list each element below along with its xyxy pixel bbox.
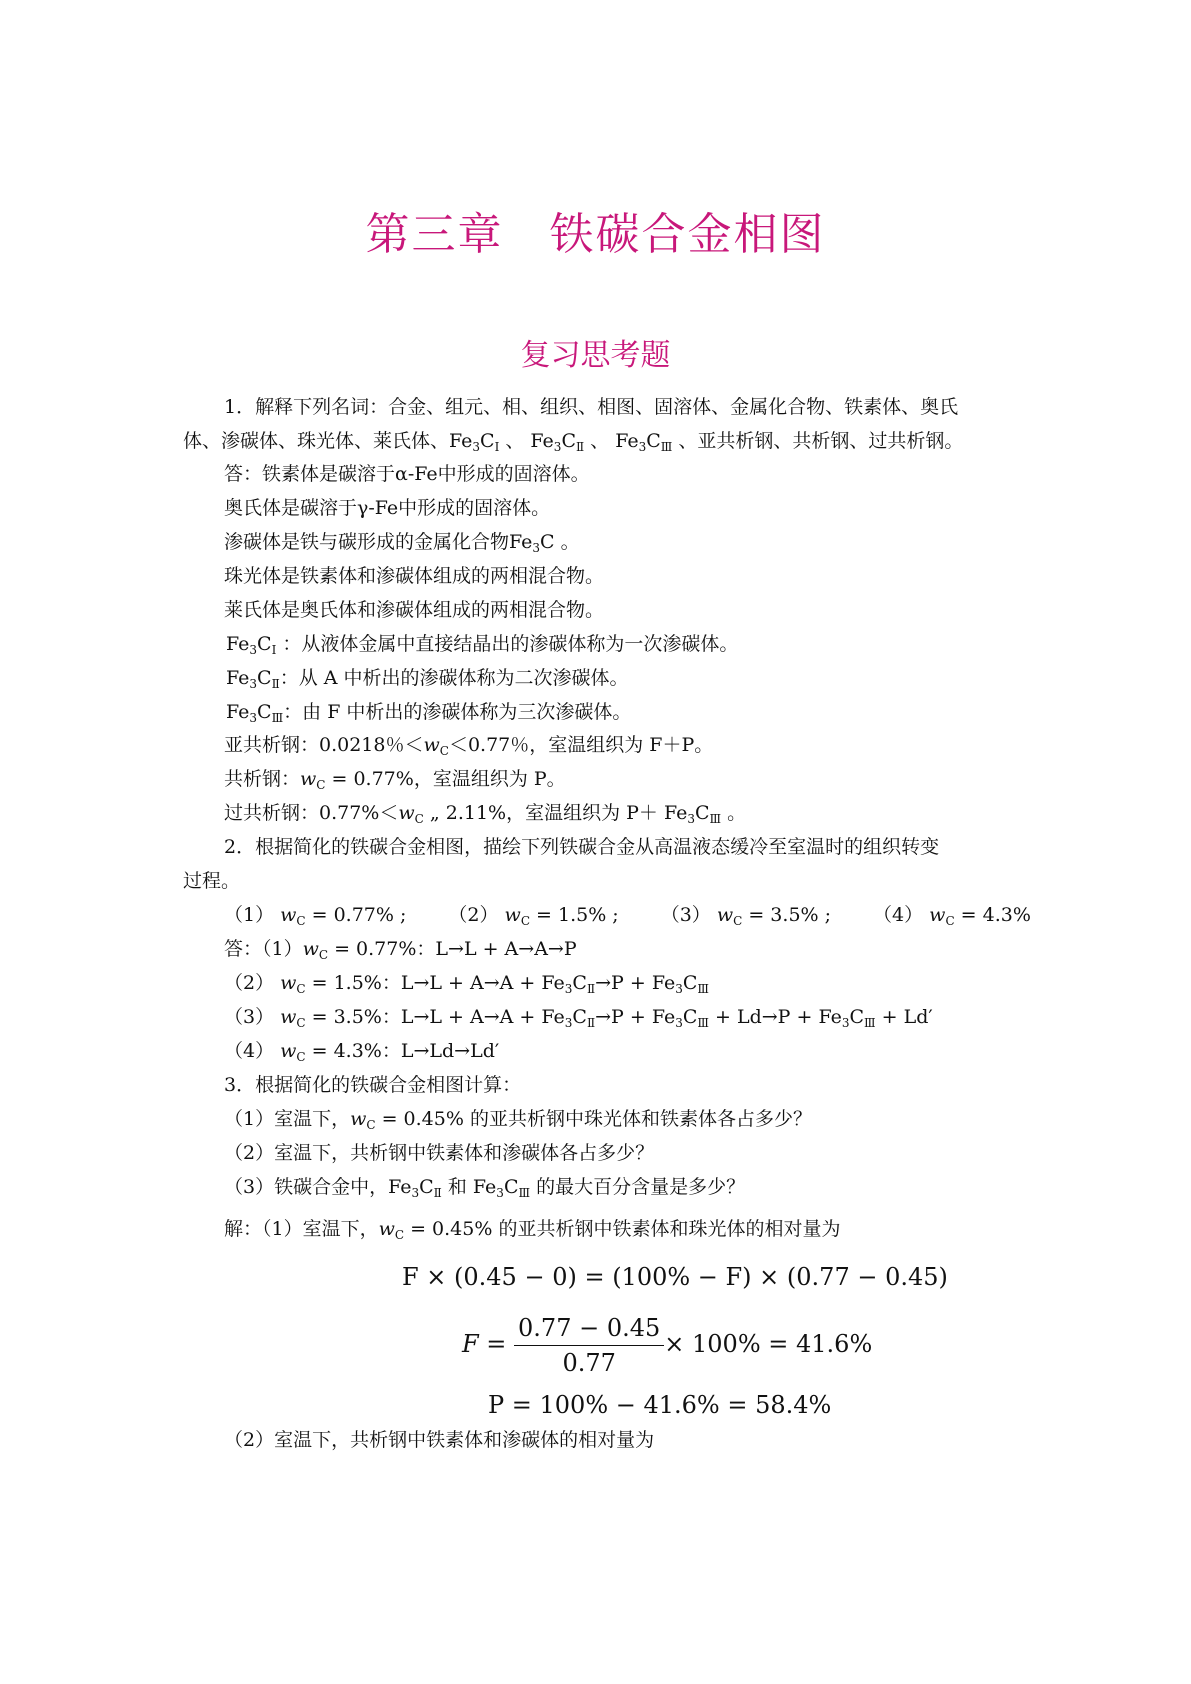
a1-cementite: 渗碳体是铁与碳形成的金属化合物$Fe_3C$ 。 [224, 531, 580, 555]
a1-fe3c3: $Fe_3C_Ⅲ$：由 F 中析出的渗碳体称为三次渗碳体。 [226, 701, 632, 725]
q3-sub3: （3）铁碳合金中，$Fe_3C_Ⅱ$ 和 $Fe_3C_Ⅲ$ 的最大百分含量是多少？ [224, 1176, 746, 1200]
a1-fe3c2: $Fe_3C_Ⅱ$：从 A 中析出的渗碳体称为二次渗碳体。 [226, 667, 629, 691]
q3-line1: 3．根据简化的铁碳合金相图计算： [224, 1074, 522, 1096]
a2-row3: （3） $w_C = 3.5\%$：$L\to L + A\to A + Fe_3C_Ⅱ\to P + Fe_3C_Ⅲ + Ld\to P + Fe_3C_Ⅲ + Ld'$ [224, 1006, 933, 1030]
section-title: 复习思考题 [520, 338, 671, 373]
a1-ledeburite: 莱氏体是奥氏体和渗碳体组成的两相混合物。 [224, 599, 605, 621]
a1-hypoeutectoid: 亚共析钢：0.0218％$<w_C<0.77$％，室温组织为 F＋P。 [224, 734, 714, 758]
a2-row2: （2） $w_C = 1.5\%$：$L\to L + A\to A + Fe_3C_Ⅱ\to P + Fe_3C_Ⅲ$ [224, 972, 709, 996]
a1-austenite: 奥氏体是碳溶于γ-Fe中形成的固溶体。 [224, 497, 551, 519]
q2-options: （1） $w_C = 0.77\%$ ; （2） $w_C = 1.5\%$ ; （3） $w_C = 3.5\%$ ; （4） $w_C = 4.3\%$ [224, 904, 1031, 928]
chapter-title [0, 198, 1191, 262]
q1-line1: 1．解释下列名词：合金、组元、相、组织、相图、固溶体、金属化合物、铁素体、奥氏 [224, 396, 959, 418]
a1-eutectoid: 共析钢：$w_C = 0.77\%$，室温组织为 P。 [224, 768, 566, 792]
q2-line2: 过程。 [183, 870, 241, 892]
equation-ferrite: F = $\frac{0.77 - 0.45}{0.77}$ × 100% = 41.6% [462, 1314, 873, 1377]
a1-fe3c1: $Fe_3C_Ⅰ$ ：从液体金属中直接结晶出的渗碳体称为一次渗碳体。 [226, 633, 739, 657]
q1-line2: 体、渗碳体、珠光体、莱氏体、$Fe_3C_Ⅰ$ 、 $Fe_3C_Ⅱ$ 、 $Fe_3C_Ⅲ$ 、亚共析钢、共析钢、过共析钢。 [183, 430, 964, 454]
equation-balance: F × (0.45 − 0) = (100% − F) × (0.77 − 0.45) [402, 1263, 948, 1291]
a2-row1: 答：$(1)w_C = 0.77\%$：L→L + A→A→P [224, 938, 577, 962]
equation-pearlite: P = 100% − 41.6% = 58.4% [488, 1391, 832, 1419]
q3-sub2: （2）室温下，共析钢中铁素体和渗碳体各占多少？ [224, 1142, 655, 1164]
a1-ferrite: 答：铁素体是碳溶于α-Fe中形成的固溶体。 [224, 463, 590, 485]
solution-line1: 解：（1）室温下，$w_C = 0.45\%$ 的亚共析钢中铁素体和珠光体的相对量为 [224, 1218, 841, 1242]
a1-hypereutectoid: 过共析钢：$0.77\%<w_C$ „ 2.11%，室温组织为 $P+ Fe_3C_Ⅲ$ 。 [224, 802, 747, 826]
a2-row4: （4） $w_C = 4.3\%$：L→Ld→Ld′ [224, 1040, 500, 1064]
q3-sub1: （1）室温下，$w_C = 0.45\%$ 的亚共析钢中珠光体和铁素体各占多少？ [224, 1108, 812, 1132]
chapter-name: 铁碳合金相图 [549, 209, 826, 260]
q2-line1: 2．根据简化的铁碳合金相图，描绘下列铁碳合金从高温液态缓冷至室温时的组织转变 [224, 836, 940, 858]
a1-pearlite: 珠光体是铁素体和渗碳体组成的两相混合物。 [224, 565, 605, 587]
solution-line2: （2）室温下，共析钢中铁素体和渗碳体的相对量为 [224, 1429, 655, 1451]
chapter-number: 第三章 [365, 209, 504, 260]
